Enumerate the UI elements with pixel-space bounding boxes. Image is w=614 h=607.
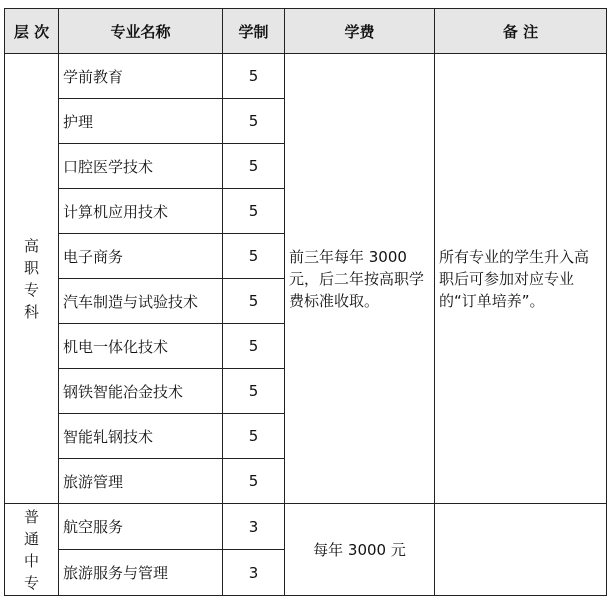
duration-value: 5 [223, 189, 285, 234]
duration-value: 5 [223, 99, 285, 144]
header-fee: 学费 [285, 9, 435, 54]
major-name: 学前教育 [59, 54, 223, 99]
level-char: 高 [23, 236, 39, 255]
table-row [5, 504, 607, 550]
level-char: 中 [23, 551, 39, 570]
major-name: 机电一体化技术 [59, 324, 223, 369]
duration-value: 5 [223, 369, 285, 414]
level-cell-higher-vocational [5, 54, 59, 504]
level-char: 科 [23, 302, 39, 321]
fee-cell: 前三年每年 3000 元，后二年按高职学费标准收取。 [285, 54, 435, 504]
header-major: 专业名称 [59, 9, 223, 54]
duration-value: 5 [223, 459, 285, 504]
fee-cell: 每年 3000 元 [285, 504, 435, 596]
major-name: 计算机应用技术 [59, 189, 223, 234]
header-level: 层 次 [5, 9, 59, 54]
level-char: 专 [23, 280, 39, 299]
level-char: 普 [23, 507, 39, 526]
major-name: 智能轧钢技术 [59, 414, 223, 459]
duration-value: 3 [223, 550, 285, 596]
duration-value: 5 [223, 279, 285, 324]
duration-value: 3 [223, 504, 285, 550]
major-name: 航空服务 [59, 504, 223, 550]
level-char: 职 [23, 258, 39, 277]
major-name: 口腔医学技术 [59, 144, 223, 189]
table-row [5, 54, 607, 99]
duration-value: 5 [223, 144, 285, 189]
duration-value: 5 [223, 414, 285, 459]
major-name: 护理 [59, 99, 223, 144]
level-char: 通 [23, 529, 39, 548]
header-duration: 学制 [223, 9, 285, 54]
duration-value: 5 [223, 234, 285, 279]
duration-value: 5 [223, 324, 285, 369]
note-cell [435, 504, 607, 596]
header-row [5, 9, 607, 54]
level-cell-secondary-vocational [5, 504, 59, 596]
major-name: 汽车制造与试验技术 [59, 279, 223, 324]
major-name: 电子商务 [59, 234, 223, 279]
major-name: 旅游管理 [59, 459, 223, 504]
header-notes: 备 注 [435, 9, 607, 54]
level-char: 专 [23, 573, 39, 592]
note-cell: 所有专业的学生升入高职后可参加对应专业的“订单培养”。 [435, 54, 607, 504]
major-name: 钢铁智能冶金技术 [59, 369, 223, 414]
duration-value: 5 [223, 54, 285, 99]
major-fee-table [4, 8, 607, 596]
major-name: 旅游服务与管理 [59, 550, 223, 596]
